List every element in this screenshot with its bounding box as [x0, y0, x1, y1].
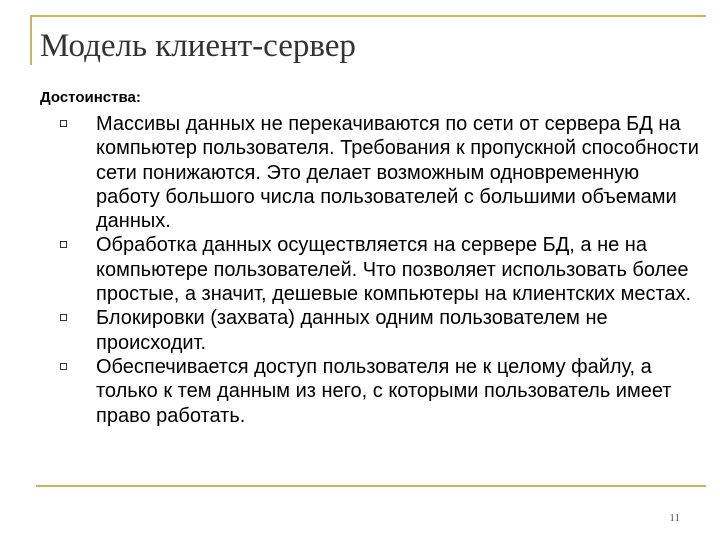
slide-title: Модель клиент-сервер — [40, 28, 356, 64]
bullet-text: Массивы данных не перекачиваются по сети от сервера БД на компьютер пользователя. Требования к пропускной способности сети понижаются. Это делает возможным одновременную работу большого числа пользователей с большими объемами данных. — [96, 113, 699, 233]
page-number: 11 — [669, 512, 680, 524]
frame-top-line — [30, 15, 706, 17]
hollow-square-bullet-icon — [60, 241, 67, 248]
bullet-item — [60, 233, 700, 306]
bullet-item — [60, 306, 700, 355]
hollow-square-bullet-icon — [60, 363, 67, 370]
bullet-list — [60, 112, 700, 428]
hollow-square-bullet-icon — [60, 314, 67, 321]
bullet-text: Обеспечивается доступ пользователя не к целому файлу, а только к тем данным из него, с которыми пользователь имеет право работать. — [96, 355, 672, 427]
frame-bottom-line — [36, 485, 706, 487]
bullet-text: Блокировки (захвата) данных одним пользователем не происходит. — [96, 307, 608, 354]
hollow-square-bullet-icon — [60, 120, 67, 127]
bullet-item — [60, 355, 700, 428]
frame-left-line — [30, 15, 32, 65]
bullet-text: Обработка данных осуществляется на сервере БД, а не на компьютере пользователей. Что позволяет использовать более простые, а значит, дешевые компьютеры на клиентских местах. — [96, 234, 692, 306]
bullet-item — [60, 112, 700, 233]
section-heading: Достоинства: — [40, 89, 141, 106]
